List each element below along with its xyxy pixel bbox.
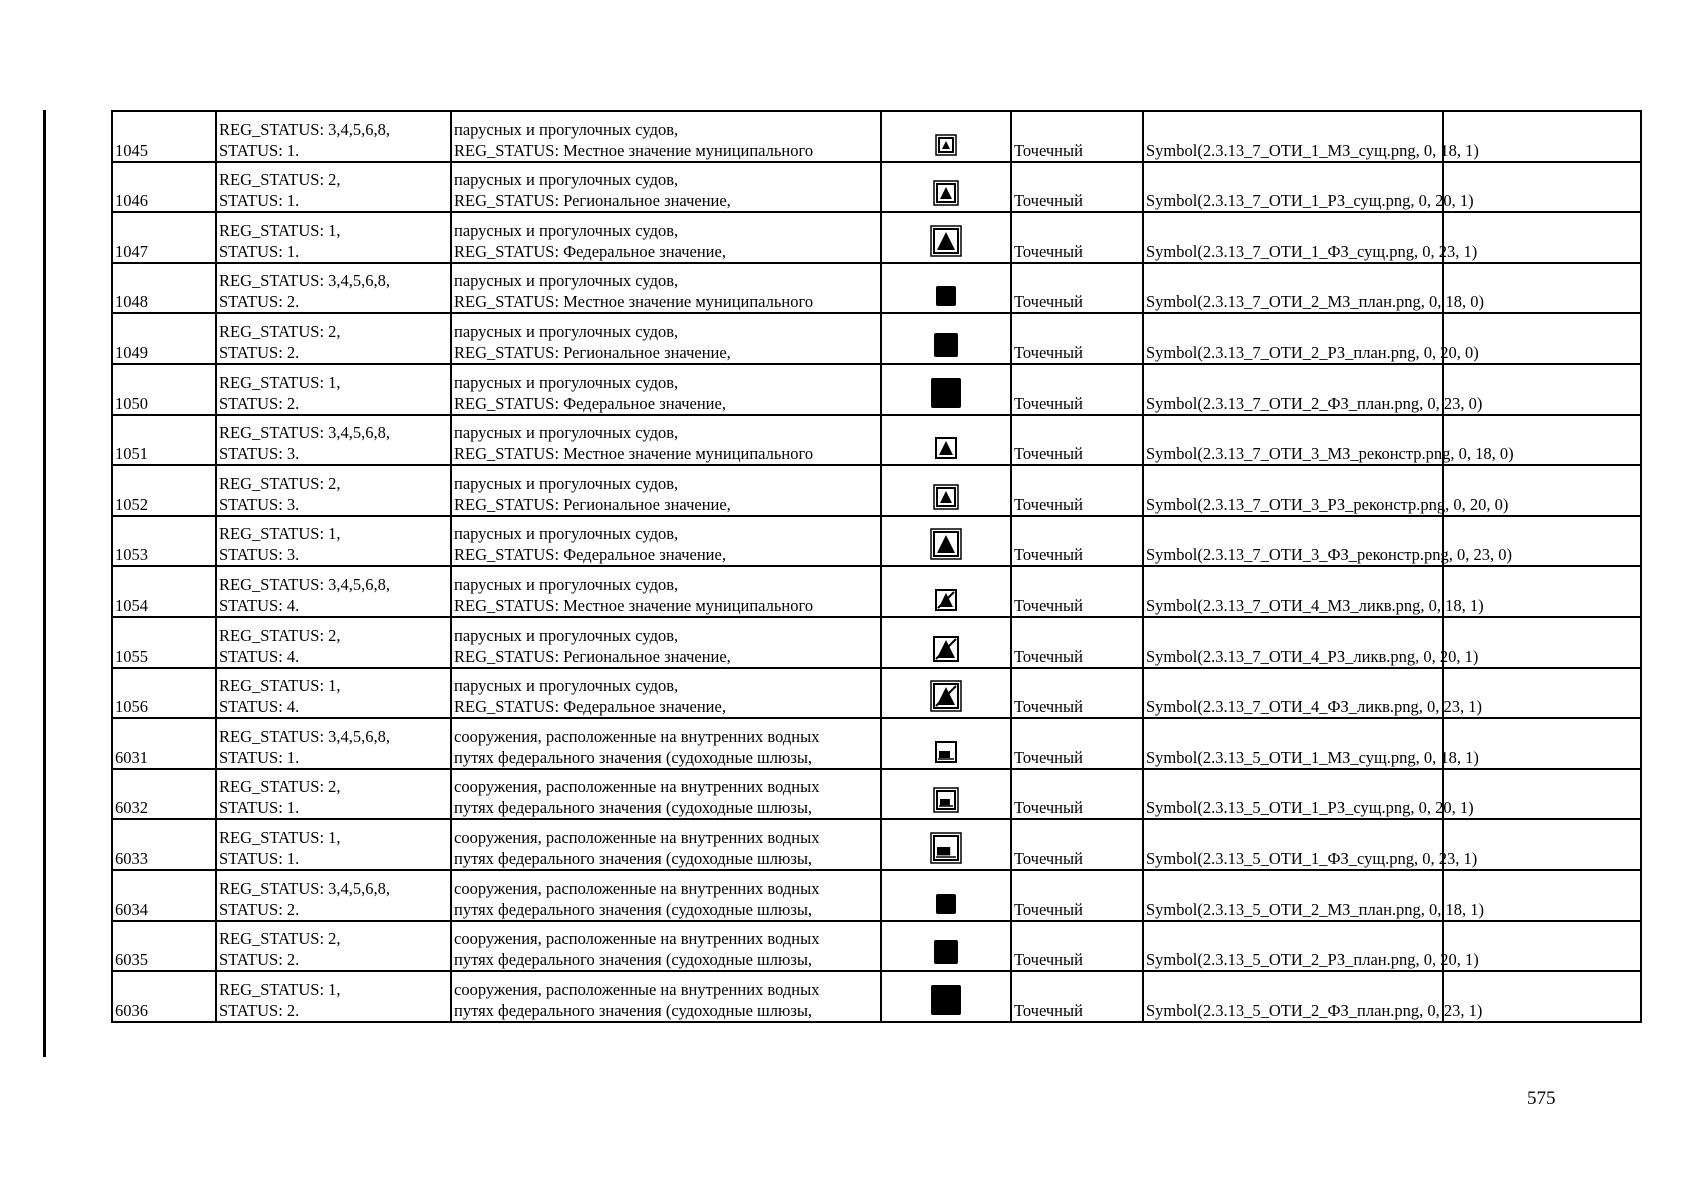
object-code-cell: 1051 xyxy=(112,415,216,466)
description-line: REG_STATUS: Федеральное значение, xyxy=(454,393,726,413)
attribute-line: REG_STATUS: 2, xyxy=(219,321,341,341)
attribute-line: STATUS: 1. xyxy=(219,798,300,818)
attribute-cell xyxy=(216,111,451,162)
table-row xyxy=(112,111,1641,162)
table-row xyxy=(112,313,1641,364)
table-row xyxy=(112,516,1641,567)
attribute-line: STATUS: 4. xyxy=(219,595,300,615)
description-line: сооружения, расположенные на внутренних водных xyxy=(454,726,820,746)
description-cell xyxy=(451,212,881,263)
symbol-expression-cell: Symbol(2.3.13_7_ОТИ_1_ФЗ_сущ.png, 0, 23, 1) xyxy=(1143,212,1443,263)
attribute-line: STATUS: 4. xyxy=(219,646,300,666)
description-cell xyxy=(451,465,881,516)
attribute-line: STATUS: 1. xyxy=(219,747,300,767)
object-code-cell: 6035 xyxy=(112,921,216,972)
attribute-cell xyxy=(216,465,451,516)
symbol-cell xyxy=(881,668,1011,719)
symbol-registry-table xyxy=(111,110,1642,1023)
geometry-type-cell: Точечный xyxy=(1011,212,1143,263)
symbol-cell xyxy=(881,415,1011,466)
object-code-cell: 1052 xyxy=(112,465,216,516)
attribute-line: REG_STATUS: 3,4,5,6,8, xyxy=(219,878,391,898)
description-line: парусных и прогулочных судов, xyxy=(454,574,679,594)
table-row xyxy=(112,769,1641,820)
object-code-cell: 1054 xyxy=(112,566,216,617)
description-line: путях федерального значения (судоходные шлюзы, xyxy=(454,747,813,767)
description-line: парусных и прогулочных судов, xyxy=(454,372,679,392)
description-cell xyxy=(451,566,881,617)
description-cell xyxy=(451,617,881,668)
table-row xyxy=(112,465,1641,516)
description-line: путях федерального значения (судоходные шлюзы, xyxy=(454,1000,813,1020)
geometry-type-cell: Точечный xyxy=(1011,668,1143,719)
description-line: сооружения, расположенные на внутренних водных xyxy=(454,979,820,999)
description-line: REG_STATUS: Федеральное значение, xyxy=(454,241,726,261)
attribute-line: STATUS: 1. xyxy=(219,848,300,868)
attribute-line: STATUS: 1. xyxy=(219,241,300,261)
description-cell xyxy=(451,921,881,972)
description-line: сооружения, расположенные на внутренних водных xyxy=(454,777,820,797)
symbol-cell xyxy=(881,921,1011,972)
table-row xyxy=(112,364,1641,415)
table-row xyxy=(112,668,1641,719)
description-cell xyxy=(451,364,881,415)
icon-filled-square-large xyxy=(930,984,962,1021)
symbol-cell xyxy=(881,718,1011,769)
icon-crossed-triangle-framed-large xyxy=(930,680,962,717)
icon-lock-in-square-framed-medium xyxy=(933,787,959,818)
symbol-expression-cell: Symbol(2.3.13_7_ОТИ_1_РЗ_сущ.png, 0, 20, 1) xyxy=(1143,162,1443,213)
geometry-type-cell: Точечный xyxy=(1011,819,1143,870)
icon-triangle-in-square-framed-large xyxy=(930,528,962,565)
attribute-cell xyxy=(216,718,451,769)
symbol-expression-cell: Symbol(2.3.13_5_ОТИ_2_МЗ_план.png, 0, 18, 1) xyxy=(1143,870,1443,921)
symbol-cell xyxy=(881,769,1011,820)
attribute-line: REG_STATUS: 2, xyxy=(219,170,341,190)
attribute-cell xyxy=(216,162,451,213)
symbol-cell xyxy=(881,617,1011,668)
symbol-expression-cell: Symbol(2.3.13_7_ОТИ_3_ФЗ_реконстр.png, 0, 23, 0) xyxy=(1143,516,1443,567)
geometry-type-cell: Точечный xyxy=(1011,769,1143,820)
attribute-line: REG_STATUS: 3,4,5,6,8, xyxy=(219,271,391,291)
attribute-line: REG_STATUS: 1, xyxy=(219,524,341,544)
description-line: парусных и прогулочных судов, xyxy=(454,524,679,544)
geometry-type-cell: Точечный xyxy=(1011,870,1143,921)
attribute-line: STATUS: 2. xyxy=(219,342,300,362)
object-code-cell: 1055 xyxy=(112,617,216,668)
attribute-line: REG_STATUS: 2, xyxy=(219,625,341,645)
symbol-cell xyxy=(881,971,1011,1022)
description-line: парусных и прогулочных судов, xyxy=(454,321,679,341)
attribute-line: STATUS: 3. xyxy=(219,444,300,464)
object-code-cell: 6034 xyxy=(112,870,216,921)
description-line: сооружения, расположенные на внутренних водных xyxy=(454,929,820,949)
icon-lock-in-square-small xyxy=(935,741,957,768)
symbol-expression-cell: Symbol(2.3.13_7_ОТИ_4_РЗ_ликв.png, 0, 20, 1) xyxy=(1143,617,1443,668)
icon-triangle-in-square-framed-small xyxy=(935,134,957,161)
symbol-cell xyxy=(881,465,1011,516)
attribute-cell xyxy=(216,819,451,870)
description-line: REG_STATUS: Местное значение муниципального xyxy=(454,140,814,160)
icon-triangle-in-square-small xyxy=(935,437,957,464)
description-line: парусных и прогулочных судов, xyxy=(454,271,679,291)
icon-crossed-triangle-small xyxy=(935,589,957,616)
symbol-expression-cell: Symbol(2.3.13_5_ОТИ_1_РЗ_сущ.png, 0, 20, 1) xyxy=(1143,769,1443,820)
geometry-type-cell: Точечный xyxy=(1011,516,1143,567)
object-code-cell: 1047 xyxy=(112,212,216,263)
attribute-cell xyxy=(216,971,451,1022)
attribute-cell xyxy=(216,921,451,972)
object-code-cell: 1053 xyxy=(112,516,216,567)
description-line: путях федерального значения (судоходные шлюзы, xyxy=(454,798,813,818)
attribute-line: REG_STATUS: 3,4,5,6,8, xyxy=(219,119,391,139)
symbol-expression-cell: Symbol(2.3.13_7_ОТИ_1_МЗ_сущ.png, 0, 18, 1) xyxy=(1143,111,1443,162)
attribute-line: STATUS: 2. xyxy=(219,899,300,919)
attribute-cell xyxy=(216,263,451,314)
attribute-cell xyxy=(216,617,451,668)
icon-lock-in-square-framed-large xyxy=(930,832,962,869)
symbol-expression-cell: Symbol(2.3.13_5_ОТИ_1_ФЗ_сущ.png, 0, 23, 1) xyxy=(1143,819,1443,870)
icon-crossed-triangle-medium xyxy=(933,636,959,667)
attribute-line: REG_STATUS: 1, xyxy=(219,372,341,392)
attribute-line: REG_STATUS: 2, xyxy=(219,777,341,797)
description-line: путях федерального значения (судоходные шлюзы, xyxy=(454,950,813,970)
attribute-line: REG_STATUS: 2, xyxy=(219,473,341,493)
symbol-expression-cell: Symbol(2.3.13_7_ОТИ_2_ФЗ_план.png, 0, 23, 0) xyxy=(1143,364,1443,415)
description-cell xyxy=(451,162,881,213)
symbol-cell xyxy=(881,263,1011,314)
description-line: парусных и прогулочных судов, xyxy=(454,220,679,240)
symbol-expression-cell: Symbol(2.3.13_7_ОТИ_4_ФЗ_ликв.png, 0, 23, 1) xyxy=(1143,668,1443,719)
symbol-cell xyxy=(881,819,1011,870)
description-line: парусных и прогулочных судов, xyxy=(454,473,679,493)
symbol-cell xyxy=(881,111,1011,162)
description-line: REG_STATUS: Местное значение муниципального xyxy=(454,292,814,312)
symbol-cell xyxy=(881,212,1011,263)
attribute-line: STATUS: 3. xyxy=(219,494,300,514)
attribute-line: STATUS: 2. xyxy=(219,393,300,413)
icon-filled-square-small xyxy=(935,285,957,312)
attribute-line: REG_STATUS: 3,4,5,6,8, xyxy=(219,574,391,594)
description-cell xyxy=(451,819,881,870)
attribute-line: REG_STATUS: 3,4,5,6,8, xyxy=(219,423,391,443)
symbol-cell xyxy=(881,313,1011,364)
description-line: сооружения, расположенные на внутренних водных xyxy=(454,827,820,847)
page-number: 575 xyxy=(1527,1088,1556,1109)
table-row xyxy=(112,566,1641,617)
description-line: парусных и прогулочных судов, xyxy=(454,625,679,645)
icon-triangle-in-square-framed-large xyxy=(930,225,962,262)
description-line: путях федерального значения (судоходные шлюзы, xyxy=(454,899,813,919)
geometry-type-cell: Точечный xyxy=(1011,313,1143,364)
attribute-cell xyxy=(216,870,451,921)
object-code-cell: 1046 xyxy=(112,162,216,213)
object-code-cell: 1056 xyxy=(112,668,216,719)
symbol-expression-cell: Symbol(2.3.13_7_ОТИ_3_РЗ_реконстр.png, 0, 20, 0) xyxy=(1143,465,1443,516)
symbol-cell xyxy=(881,516,1011,567)
description-cell xyxy=(451,516,881,567)
description-line: REG_STATUS: Местное значение муниципального xyxy=(454,444,814,464)
geometry-type-cell: Точечный xyxy=(1011,718,1143,769)
table-row xyxy=(112,819,1641,870)
left-margin-rule xyxy=(43,110,46,1057)
description-cell xyxy=(451,313,881,364)
description-line: путях федерального значения (судоходные шлюзы, xyxy=(454,848,813,868)
description-line: парусных и прогулочных судов, xyxy=(454,423,679,443)
description-line: REG_STATUS: Региональное значение, xyxy=(454,191,731,211)
description-line: REG_STATUS: Региональное значение, xyxy=(454,342,731,362)
geometry-type-cell: Точечный xyxy=(1011,162,1143,213)
table-row xyxy=(112,617,1641,668)
description-line: REG_STATUS: Федеральное значение, xyxy=(454,545,726,565)
attribute-line: REG_STATUS: 1, xyxy=(219,979,341,999)
geometry-type-cell: Точечный xyxy=(1011,617,1143,668)
symbol-cell xyxy=(881,870,1011,921)
attribute-line: REG_STATUS: 1, xyxy=(219,676,341,696)
description-line: парусных и прогулочных судов, xyxy=(454,676,679,696)
geometry-type-cell: Точечный xyxy=(1011,364,1143,415)
icon-triangle-in-square-framed-medium xyxy=(933,484,959,515)
table-row xyxy=(112,718,1641,769)
object-code-cell: 1049 xyxy=(112,313,216,364)
attribute-line: STATUS: 2. xyxy=(219,292,300,312)
icon-filled-square-medium xyxy=(933,939,959,970)
description-cell xyxy=(451,263,881,314)
geometry-type-cell: Точечный xyxy=(1011,415,1143,466)
attribute-line: REG_STATUS: 2, xyxy=(219,929,341,949)
geometry-type-cell: Точечный xyxy=(1011,921,1143,972)
description-line: REG_STATUS: Местное значение муниципального xyxy=(454,595,814,615)
icon-filled-square-small xyxy=(935,893,957,920)
geometry-type-cell: Точечный xyxy=(1011,566,1143,617)
geometry-type-cell: Точечный xyxy=(1011,465,1143,516)
attribute-cell xyxy=(216,516,451,567)
object-code-cell: 6031 xyxy=(112,718,216,769)
description-line: парусных и прогулочных судов, xyxy=(454,170,679,190)
table-row xyxy=(112,415,1641,466)
attribute-line: STATUS: 2. xyxy=(219,950,300,970)
table-row xyxy=(112,870,1641,921)
symbol-expression-cell: Symbol(2.3.13_5_ОТИ_2_ФЗ_план.png, 0, 23, 1) xyxy=(1143,971,1443,1022)
geometry-type-cell: Точечный xyxy=(1011,263,1143,314)
description-cell xyxy=(451,415,881,466)
object-code-cell: 1045 xyxy=(112,111,216,162)
table-row xyxy=(112,162,1641,213)
symbol-expression-cell: Symbol(2.3.13_7_ОТИ_2_РЗ_план.png, 0, 20, 0) xyxy=(1143,313,1443,364)
attribute-line: STATUS: 2. xyxy=(219,1000,300,1020)
description-cell xyxy=(451,870,881,921)
attribute-line: STATUS: 4. xyxy=(219,697,300,717)
description-cell xyxy=(451,718,881,769)
attribute-line: STATUS: 1. xyxy=(219,140,300,160)
description-line: REG_STATUS: Региональное значение, xyxy=(454,646,731,666)
symbol-cell xyxy=(881,566,1011,617)
attribute-cell xyxy=(216,668,451,719)
attribute-line: STATUS: 1. xyxy=(219,191,300,211)
symbol-expression-cell: Symbol(2.3.13_7_ОТИ_4_МЗ_ликв.png, 0, 18, 1) xyxy=(1143,566,1443,617)
attribute-line: REG_STATUS: 1, xyxy=(219,220,341,240)
symbol-expression-cell: Symbol(2.3.13_7_ОТИ_3_МЗ_реконстр.png, 0, 18, 0) xyxy=(1143,415,1443,466)
description-line: REG_STATUS: Федеральное значение, xyxy=(454,697,726,717)
object-code-cell: 6033 xyxy=(112,819,216,870)
geometry-type-cell: Точечный xyxy=(1011,111,1143,162)
attribute-cell xyxy=(216,566,451,617)
geometry-type-cell: Точечный xyxy=(1011,971,1143,1022)
object-code-cell: 1048 xyxy=(112,263,216,314)
object-code-cell: 6036 xyxy=(112,971,216,1022)
symbol-expression-cell: Symbol(2.3.13_5_ОТИ_2_РЗ_план.png, 0, 20, 1) xyxy=(1143,921,1443,972)
symbol-cell xyxy=(881,162,1011,213)
description-line: REG_STATUS: Региональное значение, xyxy=(454,494,731,514)
description-cell xyxy=(451,668,881,719)
attribute-cell xyxy=(216,313,451,364)
icon-filled-square-large xyxy=(930,377,962,414)
icon-filled-square-medium xyxy=(933,332,959,363)
description-cell xyxy=(451,971,881,1022)
symbol-expression-cell: Symbol(2.3.13_7_ОТИ_2_МЗ_план.png, 0, 18, 0) xyxy=(1143,263,1443,314)
table-row xyxy=(112,263,1641,314)
object-code-cell: 1050 xyxy=(112,364,216,415)
symbol-cell xyxy=(881,364,1011,415)
attribute-line: STATUS: 3. xyxy=(219,545,300,565)
description-cell xyxy=(451,111,881,162)
symbol-expression-cell: Symbol(2.3.13_5_ОТИ_1_МЗ_сущ.png, 0, 18, 1) xyxy=(1143,718,1443,769)
table-row xyxy=(112,212,1641,263)
attribute-cell xyxy=(216,212,451,263)
attribute-cell xyxy=(216,364,451,415)
object-code-cell: 6032 xyxy=(112,769,216,820)
table-row xyxy=(112,921,1641,972)
attribute-cell xyxy=(216,415,451,466)
description-line: парусных и прогулочных судов, xyxy=(454,119,679,139)
table-row xyxy=(112,971,1641,1022)
attribute-cell xyxy=(216,769,451,820)
attribute-line: REG_STATUS: 1, xyxy=(219,827,341,847)
description-cell xyxy=(451,769,881,820)
icon-triangle-in-square-framed-medium xyxy=(933,180,959,211)
attribute-line: REG_STATUS: 3,4,5,6,8, xyxy=(219,726,391,746)
description-line: сооружения, расположенные на внутренних водных xyxy=(454,878,820,898)
